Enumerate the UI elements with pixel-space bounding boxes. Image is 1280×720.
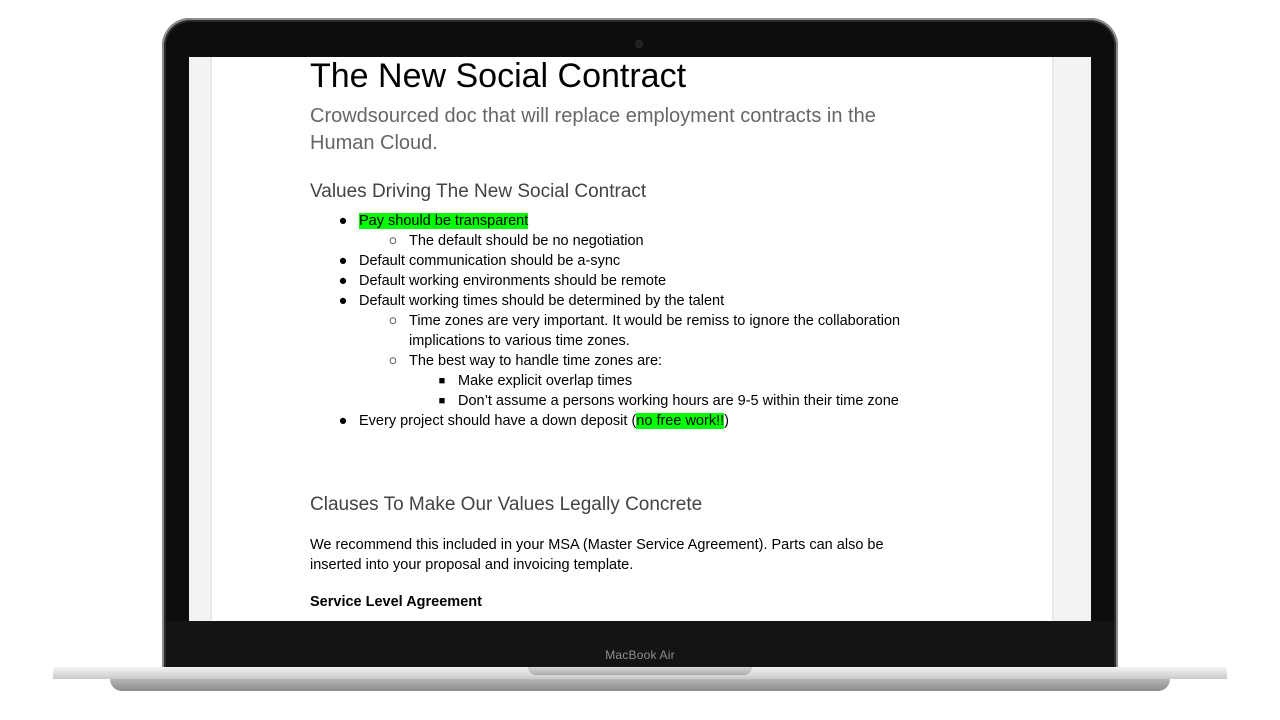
circle-bullet-icon: ○ (388, 233, 398, 249)
list-item: ■ Don’t assume a persons working hours are 9-5 within their time zone (458, 391, 899, 411)
bullet-icon: ● (338, 273, 348, 289)
list-item: ● Default working environments should be remote (359, 271, 666, 291)
list-item: ● Default working times should be determined by the talent (359, 291, 724, 311)
list-item: ○ The default should be no negotiation (409, 231, 644, 251)
bullet-icon: ● (338, 413, 348, 429)
section-heading-clauses: Clauses To Make Our Values Legally Concrete (310, 494, 703, 515)
laptop-screen (189, 57, 1091, 621)
list-item: ■ Make explicit overlap times (458, 371, 632, 391)
list-item: ○ The best way to handle time zones are: (409, 351, 662, 371)
laptop-base-foot (110, 679, 1170, 691)
section-heading-values: Values Driving The New Social Contract (310, 181, 647, 202)
clauses-paragraph: We recommend this included in your MSA (Master Service Agreement). Parts can also be inserted into your proposal and invoicing template. (310, 537, 884, 573)
circle-bullet-icon: ○ (388, 313, 398, 329)
list-item: ● Pay should be transparent (359, 211, 528, 231)
bullet-icon: ● (338, 293, 348, 309)
laptop-notch (528, 667, 752, 675)
list-item-continuation: implications to various time zones. (409, 333, 630, 349)
square-bullet-icon: ■ (438, 395, 446, 407)
camera-icon (636, 41, 642, 47)
document-title: The New Social Contract (310, 57, 687, 95)
square-bullet-icon: ■ (438, 375, 446, 387)
document-page (212, 57, 1052, 621)
bullet-icon: ● (338, 213, 348, 229)
circle-bullet-icon: ○ (388, 353, 398, 369)
list-item: ● Every project should have a down deposit (no free work!!) (359, 411, 729, 431)
subheading-sla: Service Level Agreement (310, 594, 482, 610)
list-item: ○ Time zones are very important. It would be remiss to ignore the collaboration (409, 311, 900, 331)
bullet-icon: ● (338, 253, 348, 269)
list-item: ● Default communication should be a-sync (359, 251, 620, 271)
model-label: MacBook Air (605, 648, 675, 662)
document-subtitle: Crowdsourced doc that will replace employment contracts in the Human Cloud. (310, 105, 876, 154)
